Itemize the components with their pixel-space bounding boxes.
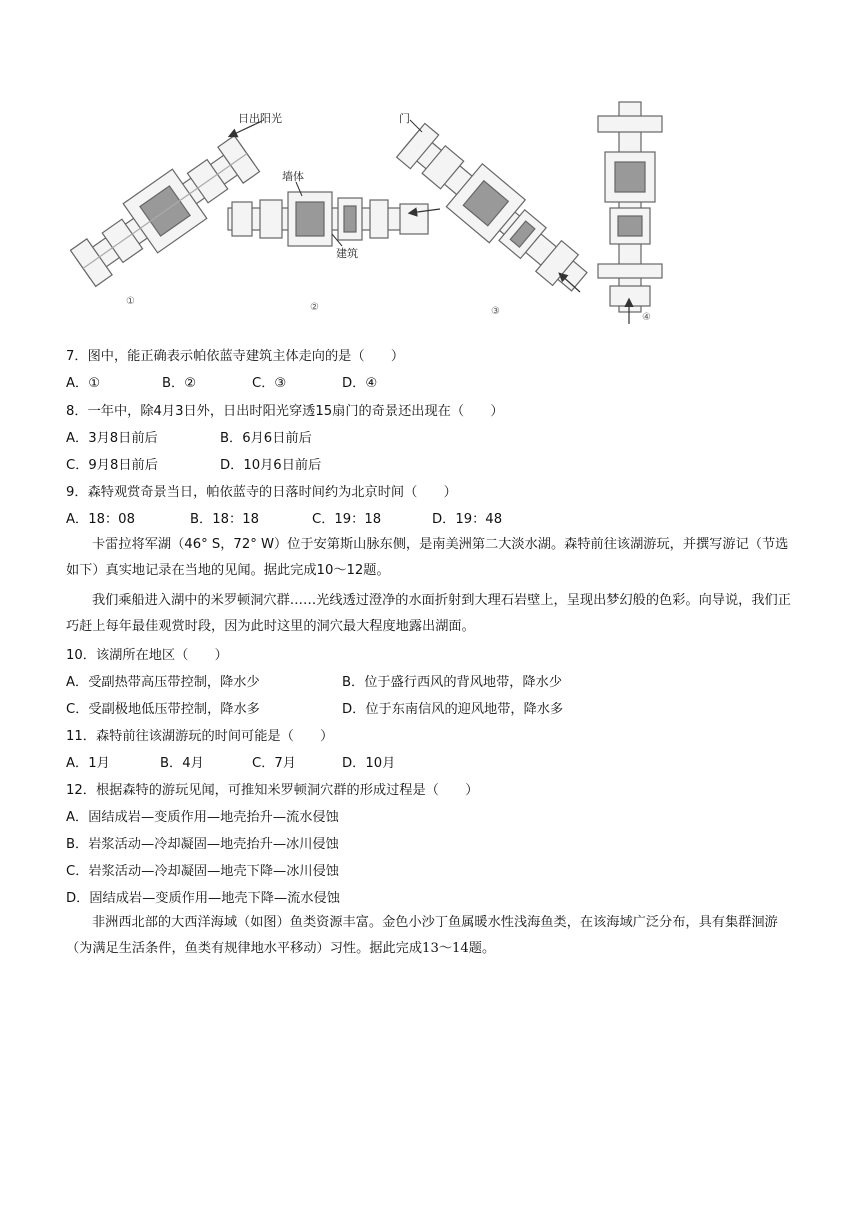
- temple-orientation-figure: [70, 96, 710, 332]
- q12-stem: 12．根据森特的游玩见闻，可推知米罗顿洞穴群的形成过程是（ ）: [66, 783, 479, 798]
- q11-option-d: D．10月: [342, 756, 396, 771]
- q12-option-d: D．固结成岩—变质作用—地壳下降—流水侵蚀: [66, 891, 340, 906]
- panel-3-number: ③: [491, 306, 500, 317]
- q8-option-a: A．3月8日前后: [66, 431, 158, 446]
- q10-option-d: D．位于东南信风的迎风地带，降水多: [342, 702, 564, 717]
- q11-option-c: C．7月: [252, 756, 296, 771]
- sunrise-label: 日出阳光: [238, 112, 282, 125]
- plan-4: [598, 102, 662, 312]
- q10-option-c: C．受副极地低压带控制，降水多: [66, 702, 260, 717]
- q12-option-c: C．岩浆活动—冷却凝固—地壳下降—冰川侵蚀: [66, 864, 339, 879]
- passage-lake-intro: 卡雷拉将军湖（46° S，72° W）位于安第斯山脉东侧，是南美洲第二大淡水湖。森特前往该湖游玩，并撰写游记（节选如下）真实地记录在当地的见闻。据此完成10～12题。: [66, 537, 789, 578]
- q7-option-d: D．④: [342, 376, 378, 391]
- q11-option-b: B．4月: [160, 756, 204, 771]
- passage-travel-note: 我们乘船进入湖中的米罗顿洞穴群……光线透过澄净的水面折射到大理石岩壁上，呈现出梦幻般的色彩。向导说，我们正巧赶上每年最佳观赏时段，因为此时这里的洞穴最大程度地露出湖面。: [66, 593, 791, 634]
- panel-2-number: ②: [310, 302, 319, 313]
- q10-option-a: A．受副热带高压带控制，降水少: [66, 675, 260, 690]
- door-label: 门: [399, 112, 410, 125]
- q9-option-a: A．18：08: [66, 512, 135, 527]
- plan-2: [228, 192, 428, 246]
- passage-atlantic-fish: 非洲西北部的大西洋海域（如图）鱼类资源丰富。金色小沙丁鱼属暖水性浅海鱼类，在该海域广泛分布，具有集群洄游（为满足生活条件，鱼类有规律地水平移动）习性。据此完成13～14题。: [66, 915, 778, 956]
- q8-stem: 8．一年中，除4月3日外，日出时阳光穿透15扇门的奇景还出现在（ ）: [66, 404, 504, 419]
- q7-stem: 7．图中，能正确表示帕依蓝寺建筑主体走向的是（ ）: [66, 349, 405, 364]
- temple-plans-drawing: [70, 96, 710, 332]
- q9-option-c: C．19：18: [312, 512, 382, 527]
- q8-option-b: B．6月6日前后: [220, 431, 312, 446]
- q7-option-b: B．②: [162, 376, 197, 391]
- q11-option-a: A．1月: [66, 756, 110, 771]
- q10-option-b: B．位于盛行西风的背风地带，降水少: [342, 675, 563, 690]
- q12-option-b: B．岩浆活动—冷却凝固—地壳抬升—冰川侵蚀: [66, 837, 339, 852]
- q9-option-b: B．18：18: [190, 512, 259, 527]
- q7-option-c: C．③: [252, 376, 287, 391]
- q7-option-a: A．①: [66, 376, 101, 391]
- panel-4-number: ④: [642, 312, 651, 323]
- q12-option-a: A．固结成岩—变质作用—地壳抬升—流水侵蚀: [66, 810, 339, 825]
- wall-label: 墙体: [282, 170, 304, 183]
- q9-option-d: D．19：48: [432, 512, 503, 527]
- q11-stem: 11．森特前往该湖游玩的时间可能是（ ）: [66, 729, 334, 744]
- panel-1-number: ①: [126, 296, 135, 307]
- q8-option-c: C．9月8日前后: [66, 458, 158, 473]
- q9-stem: 9．森特观赏奇景当日，帕依蓝寺的日落时间约为北京时间（ ）: [66, 485, 457, 500]
- q8-option-d: D．10月6日前后: [220, 458, 322, 473]
- building-label: 建筑: [336, 247, 358, 260]
- q10-stem: 10．该湖所在地区（ ）: [66, 648, 228, 663]
